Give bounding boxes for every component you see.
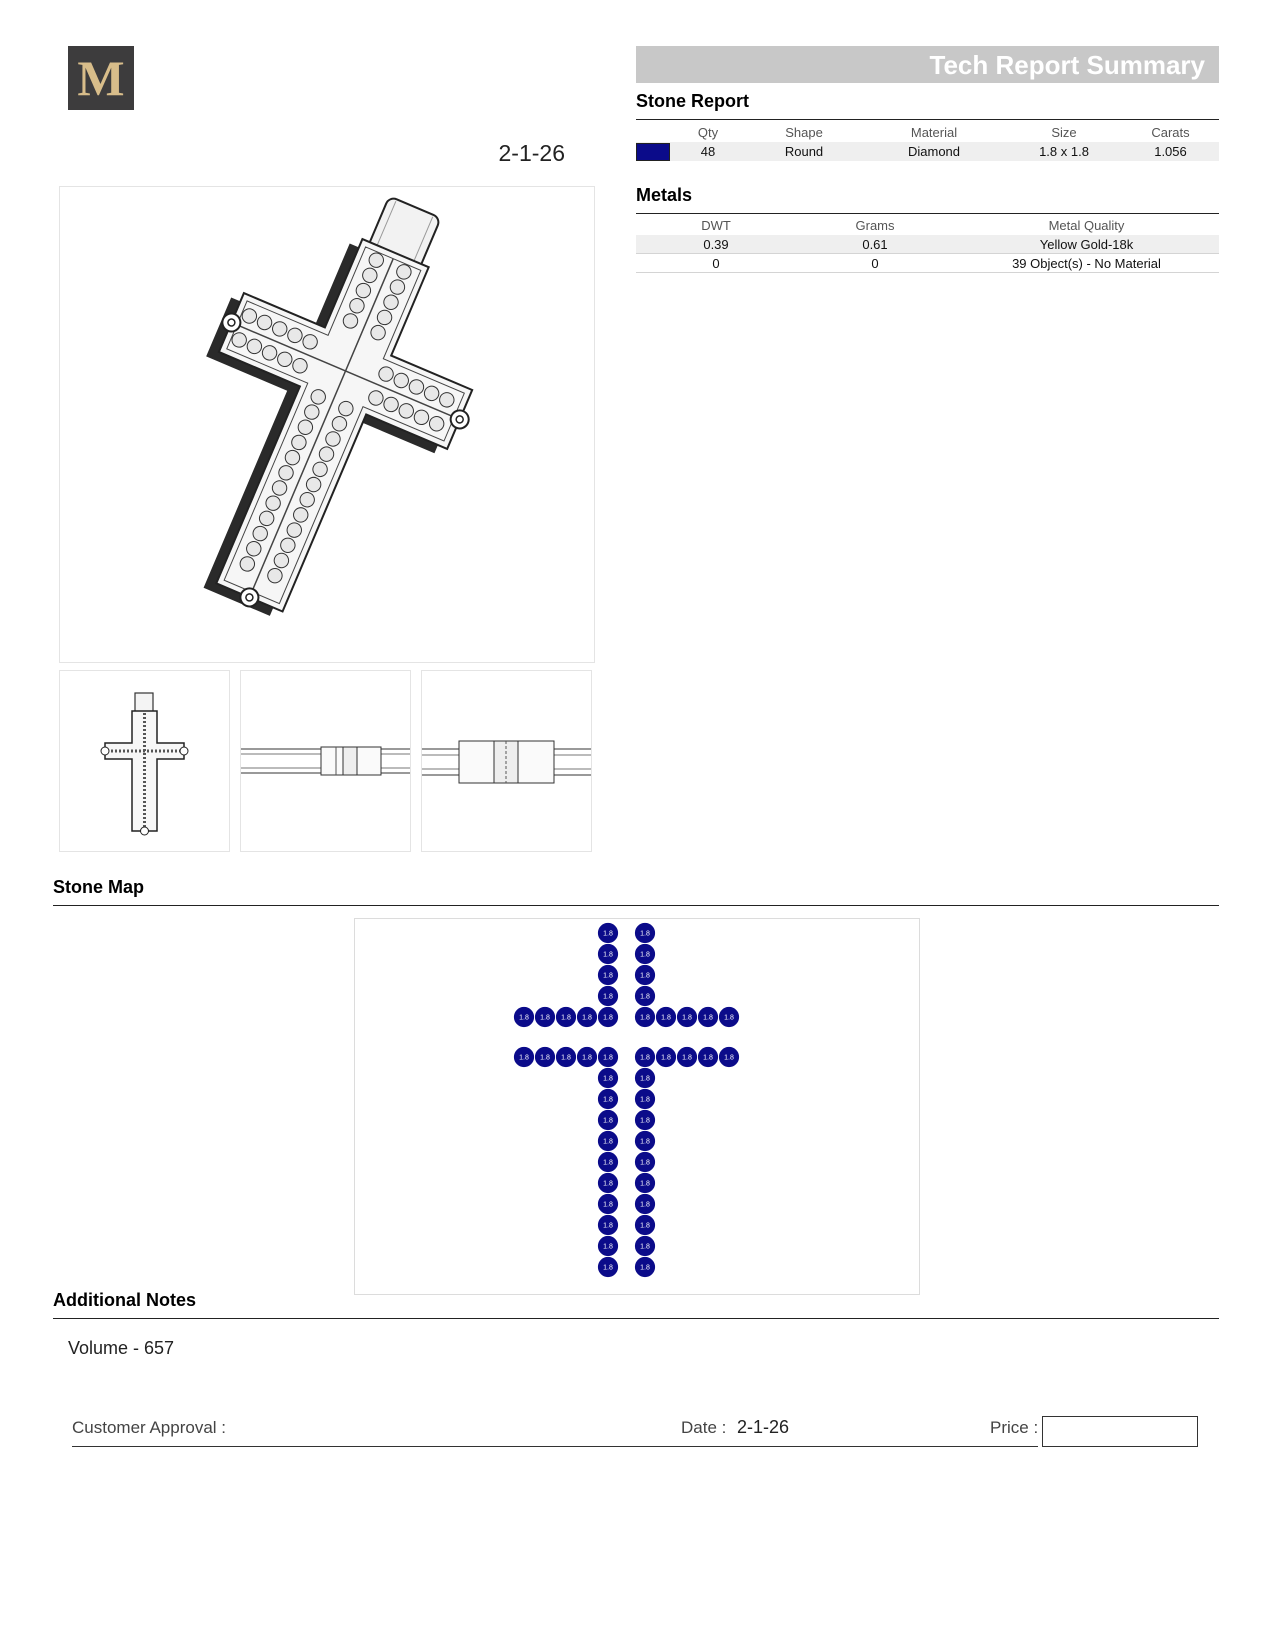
stone-map-stone <box>635 1007 656 1028</box>
svg-text:1.8: 1.8 <box>603 1054 613 1062</box>
svg-text:1.8: 1.8 <box>603 972 613 980</box>
stone-map-stone <box>598 1152 619 1173</box>
metal-quality: Yellow Gold-18k <box>954 235 1219 254</box>
front-view-thumbnail <box>59 670 230 852</box>
table-row <box>636 254 1219 273</box>
stone-map-stone <box>598 1194 619 1215</box>
svg-text:1.8: 1.8 <box>640 1159 650 1167</box>
table-row <box>636 142 1219 161</box>
svg-text:1.8: 1.8 <box>519 1014 529 1022</box>
svg-text:1.8: 1.8 <box>561 1014 571 1022</box>
stone-map-stone <box>635 1089 656 1110</box>
company-logo <box>68 46 134 110</box>
stone-map-stone <box>598 944 619 965</box>
svg-text:1.8: 1.8 <box>640 1075 650 1083</box>
svg-text:1.8: 1.8 <box>603 1014 613 1022</box>
price-input-box[interactable] <box>1042 1416 1198 1447</box>
notes-heading: Additional Notes <box>53 1290 196 1310</box>
stone-color-swatch <box>636 142 670 161</box>
stone-map-stone <box>656 1047 677 1068</box>
cross-pendant-render <box>60 187 594 662</box>
stone-map-stone <box>698 1007 719 1028</box>
svg-text:1.8: 1.8 <box>603 1264 613 1272</box>
svg-text:1.8: 1.8 <box>724 1014 734 1022</box>
svg-text:1.8: 1.8 <box>603 1222 613 1230</box>
stone-map-stone <box>635 1173 656 1194</box>
svg-text:1.8: 1.8 <box>703 1014 713 1022</box>
svg-text:1.8: 1.8 <box>724 1054 734 1062</box>
side-view-render <box>241 671 410 851</box>
stone-report-rule <box>636 119 1219 120</box>
svg-text:1.8: 1.8 <box>603 951 613 959</box>
header-size: Size <box>1051 124 1077 140</box>
stone-report-heading: Stone Report <box>636 91 750 111</box>
metal-dwt: 0.39 <box>636 235 796 254</box>
svg-text:1.8: 1.8 <box>519 1054 529 1062</box>
svg-text:1.8: 1.8 <box>640 1054 650 1062</box>
stone-map-stone <box>677 1007 698 1028</box>
approval-signature-line[interactable] <box>72 1446 1038 1447</box>
svg-text:1.8: 1.8 <box>582 1054 592 1062</box>
stone-map-panel <box>354 918 920 1295</box>
metals-rule <box>636 213 1219 214</box>
report-title: Tech Report Summary <box>929 50 1205 80</box>
svg-text:1.8: 1.8 <box>603 993 613 1001</box>
notes-text: Volume - 657 <box>68 1338 175 1358</box>
svg-text:1.8: 1.8 <box>640 993 650 1001</box>
svg-text:1.8: 1.8 <box>603 1096 613 1104</box>
svg-text:1.8: 1.8 <box>640 951 650 959</box>
svg-text:1.8: 1.8 <box>640 1138 650 1146</box>
header-carats: Carats <box>1151 124 1190 140</box>
stone-map-heading: Stone Map <box>53 877 145 897</box>
svg-text:1.8: 1.8 <box>682 1054 692 1062</box>
header-dwt: DWT <box>701 217 731 233</box>
svg-text:1.8: 1.8 <box>540 1014 550 1022</box>
stone-size: 1.8 x 1.8 <box>1006 142 1122 161</box>
svg-text:1.8: 1.8 <box>640 1222 650 1230</box>
svg-text:1.8: 1.8 <box>661 1014 671 1022</box>
stone-map-stone <box>635 1068 656 1089</box>
stone-map-stone <box>577 1007 598 1028</box>
stone-map-stone <box>635 1047 656 1068</box>
stone-map-stone <box>635 1110 656 1131</box>
stone-map-stone <box>719 1047 740 1068</box>
stone-carats: 1.056 <box>1122 142 1219 161</box>
metal-grams: 0.61 <box>796 235 954 254</box>
svg-text:1.8: 1.8 <box>582 1014 592 1022</box>
stone-map-stone <box>677 1047 698 1068</box>
date-label: Date : <box>681 1418 727 1437</box>
table-row <box>636 235 1219 254</box>
stone-map-stone <box>598 965 619 986</box>
svg-text:1.8: 1.8 <box>640 1201 650 1209</box>
stone-map-stone <box>598 1110 619 1131</box>
stone-map-stone <box>719 1007 740 1028</box>
customer-approval-label: Customer Approval : <box>72 1418 227 1437</box>
stone-map-stone <box>656 1007 677 1028</box>
report-date: 2-1-26 <box>498 140 565 166</box>
top-view-thumbnail <box>421 670 592 852</box>
stone-map-stone <box>598 1131 619 1152</box>
stone-map-stone <box>556 1047 577 1068</box>
stone-map-stone <box>598 1257 619 1278</box>
stone-map-stone <box>635 965 656 986</box>
stone-map-stone <box>598 1236 619 1257</box>
stone-map-stone <box>598 1047 619 1068</box>
stone-map-stone <box>535 1047 556 1068</box>
svg-text:1.8: 1.8 <box>640 972 650 980</box>
main-render-panel <box>59 186 595 663</box>
metal-quality: 39 Object(s) - No Material <box>954 254 1219 273</box>
notes-rule <box>53 1318 1219 1319</box>
stone-map-stone <box>598 1068 619 1089</box>
stone-map-stone <box>635 1194 656 1215</box>
svg-text:1.8: 1.8 <box>540 1054 550 1062</box>
title-bar <box>636 46 1219 83</box>
stone-map-stone <box>635 923 656 944</box>
stone-material: Diamond <box>862 142 1006 161</box>
stone-map-diagram <box>355 919 919 1294</box>
svg-text:1.8: 1.8 <box>682 1014 692 1022</box>
stone-map-stone <box>577 1047 598 1068</box>
top-view-render <box>422 671 591 851</box>
header-grams: Grams <box>855 217 895 233</box>
stone-map-stone <box>635 1131 656 1152</box>
svg-text:1.8: 1.8 <box>603 1201 613 1209</box>
metal-dwt: 0 <box>636 254 796 273</box>
metal-grams: 0 <box>796 254 954 273</box>
stone-map-stone <box>698 1047 719 1068</box>
price-label: Price : <box>990 1418 1039 1437</box>
date-value: 2-1-26 <box>737 1417 790 1437</box>
svg-text:1.8: 1.8 <box>640 930 650 938</box>
svg-text:1.8: 1.8 <box>640 1117 650 1125</box>
logo-letter: M <box>77 50 125 106</box>
svg-text:1.8: 1.8 <box>640 1180 650 1188</box>
front-view-render <box>60 671 229 851</box>
svg-text:1.8: 1.8 <box>603 930 613 938</box>
stone-qty: 48 <box>670 142 746 161</box>
stone-map-stone <box>635 1152 656 1173</box>
stone-map-stone <box>635 1215 656 1236</box>
stone-map-stone <box>635 1257 656 1278</box>
svg-text:1.8: 1.8 <box>640 1096 650 1104</box>
stone-map-stone <box>598 1089 619 1110</box>
stone-map-stone <box>635 1236 656 1257</box>
header-swatch <box>636 122 670 142</box>
svg-text:1.8: 1.8 <box>561 1054 571 1062</box>
stone-map-stone <box>514 1047 535 1068</box>
svg-text:1.8: 1.8 <box>603 1159 613 1167</box>
svg-text:1.8: 1.8 <box>603 1180 613 1188</box>
header-metal-quality: Metal Quality <box>1048 217 1125 233</box>
header-qty: Qty <box>697 124 719 140</box>
stone-map-stone <box>556 1007 577 1028</box>
stone-map-stone <box>635 986 656 1007</box>
stone-map-stone <box>535 1007 556 1028</box>
stone-report-header-row <box>636 122 1219 142</box>
metals-header-row <box>636 215 1219 235</box>
svg-text:1.8: 1.8 <box>640 1243 650 1251</box>
stone-map-stone <box>635 944 656 965</box>
stone-map-stone <box>598 1173 619 1194</box>
stone-shape: Round <box>746 142 862 161</box>
svg-text:1.8: 1.8 <box>640 1014 650 1022</box>
stone-map-stone <box>514 1007 535 1028</box>
stone-map-stone <box>598 1007 619 1028</box>
svg-text:1.8: 1.8 <box>640 1264 650 1272</box>
header-material: Material <box>910 124 958 140</box>
svg-text:1.8: 1.8 <box>603 1117 613 1125</box>
stone-report-table <box>636 122 1219 161</box>
metals-heading: Metals <box>636 185 693 205</box>
header-shape: Shape <box>785 124 823 140</box>
metals-table <box>636 215 1219 273</box>
svg-text:1.8: 1.8 <box>603 1075 613 1083</box>
svg-text:1.8: 1.8 <box>703 1054 713 1062</box>
stone-map-stone <box>598 923 619 944</box>
side-view-thumbnail <box>240 670 411 852</box>
svg-text:1.8: 1.8 <box>603 1138 613 1146</box>
stone-map-stone <box>598 1215 619 1236</box>
svg-text:1.8: 1.8 <box>661 1054 671 1062</box>
stone-map-rule <box>53 905 1219 906</box>
svg-text:1.8: 1.8 <box>603 1243 613 1251</box>
stone-map-stone <box>598 986 619 1007</box>
